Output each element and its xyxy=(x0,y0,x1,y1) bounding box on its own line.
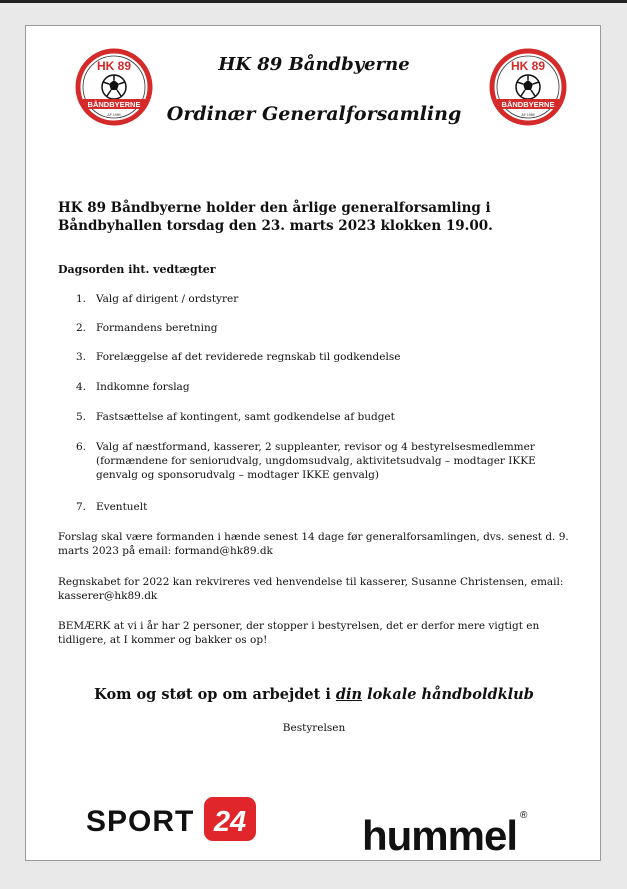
agenda-item-text: Indkomne forslag xyxy=(96,381,190,393)
agenda-item xyxy=(76,410,576,424)
notice-paragraph: BEMÆRK at vi i år har 2 personer, der stopper i bestyrelsen, det er derfor mere vigtigt en tidligere, at I kommer og bakker os op! xyxy=(58,620,540,646)
logo-sub-text: AF 1989 xyxy=(107,113,121,117)
agenda-item-number: 5. xyxy=(76,411,87,423)
proposals-paragraph: Forslag skal være formanden i hænde senest 14 dage før generalforsamlingen, dvs. senest d. 9. marts 2023 på email: formand@hk89.dk xyxy=(58,531,569,557)
agenda-item-text: Eventuelt xyxy=(96,501,148,513)
agenda-item xyxy=(76,292,576,306)
agenda-item-number: 6. xyxy=(76,441,87,453)
agenda-item-text: Valg af næstformand, kasserer, 2 suppleanter, revisor og 4 bestyrelsesmedlemmer (formændene for seniorudvalg, ungdomsudvalg, aktivitetsudvalg – modtager IKKE genvalg og sponsorudvalg – modtager IKKE genvalg) xyxy=(96,441,536,481)
agenda-item-number: 1. xyxy=(76,293,87,305)
agenda-heading: Dagsorden iht. vedtægter xyxy=(58,263,216,276)
tagline-part1: Kom og støt op om arbejdet i xyxy=(94,686,336,703)
meeting-title: Ordinær Generalforsamling xyxy=(166,103,462,125)
agenda-item-number: 4. xyxy=(76,381,87,393)
accounts-paragraph: Regnskabet for 2022 kan rekvireres ved henvendelse til kasserer, Susanne Christensen, email: kasserer@hk89.dk xyxy=(58,576,564,602)
agenda-item-text: Valg af dirigent / ordstyrer xyxy=(96,293,239,305)
agenda-item xyxy=(76,380,576,394)
club-name-title: HK 89 Båndbyerne xyxy=(218,54,410,75)
signature: Bestyrelsen xyxy=(282,722,346,734)
tagline xyxy=(26,686,602,703)
hummel-word: hummel xyxy=(362,812,518,858)
agenda-item-number: 2. xyxy=(76,322,87,334)
logo-top-text: HK 89 xyxy=(96,59,132,73)
logo-sub-text: AF 1989 xyxy=(521,113,535,117)
sport24-word: SPORT xyxy=(86,805,195,838)
agenda-item xyxy=(76,321,576,335)
intro-paragraph: HK 89 Båndbyerne holder den årlige generalforsamling i Båndbyhallen torsdag den 23. marts 2023 klokken 19.00. xyxy=(58,200,493,234)
agenda-item xyxy=(76,350,576,364)
agenda-item-text: Forelæggelse af det reviderede regnskab til godkendelse xyxy=(96,351,401,363)
tagline-part2: lokale håndboldklub xyxy=(362,686,534,703)
agenda-item xyxy=(76,500,576,514)
document-page xyxy=(25,25,601,861)
sport24-logo xyxy=(86,794,258,844)
logo-banner-text: BÅNDBYERNE xyxy=(501,100,555,109)
logo-banner-text: BÅNDBYERNE xyxy=(87,100,141,109)
hummel-registered-mark: ® xyxy=(520,810,528,821)
sport24-number: 24 xyxy=(213,806,247,838)
agenda-item-number: 3. xyxy=(76,351,87,363)
top-edge-bar xyxy=(0,0,627,3)
agenda-item-number: 7. xyxy=(76,501,87,513)
agenda-item xyxy=(76,440,576,482)
logo-top-text: HK 89 xyxy=(510,59,546,73)
tagline-underlined-word: din xyxy=(335,686,363,703)
hummel-logo xyxy=(360,804,530,858)
agenda-item-text: Formandens beretning xyxy=(96,322,218,334)
agenda-item-text: Fastsættelse af kontingent, samt godkendelse af budget xyxy=(96,411,395,423)
